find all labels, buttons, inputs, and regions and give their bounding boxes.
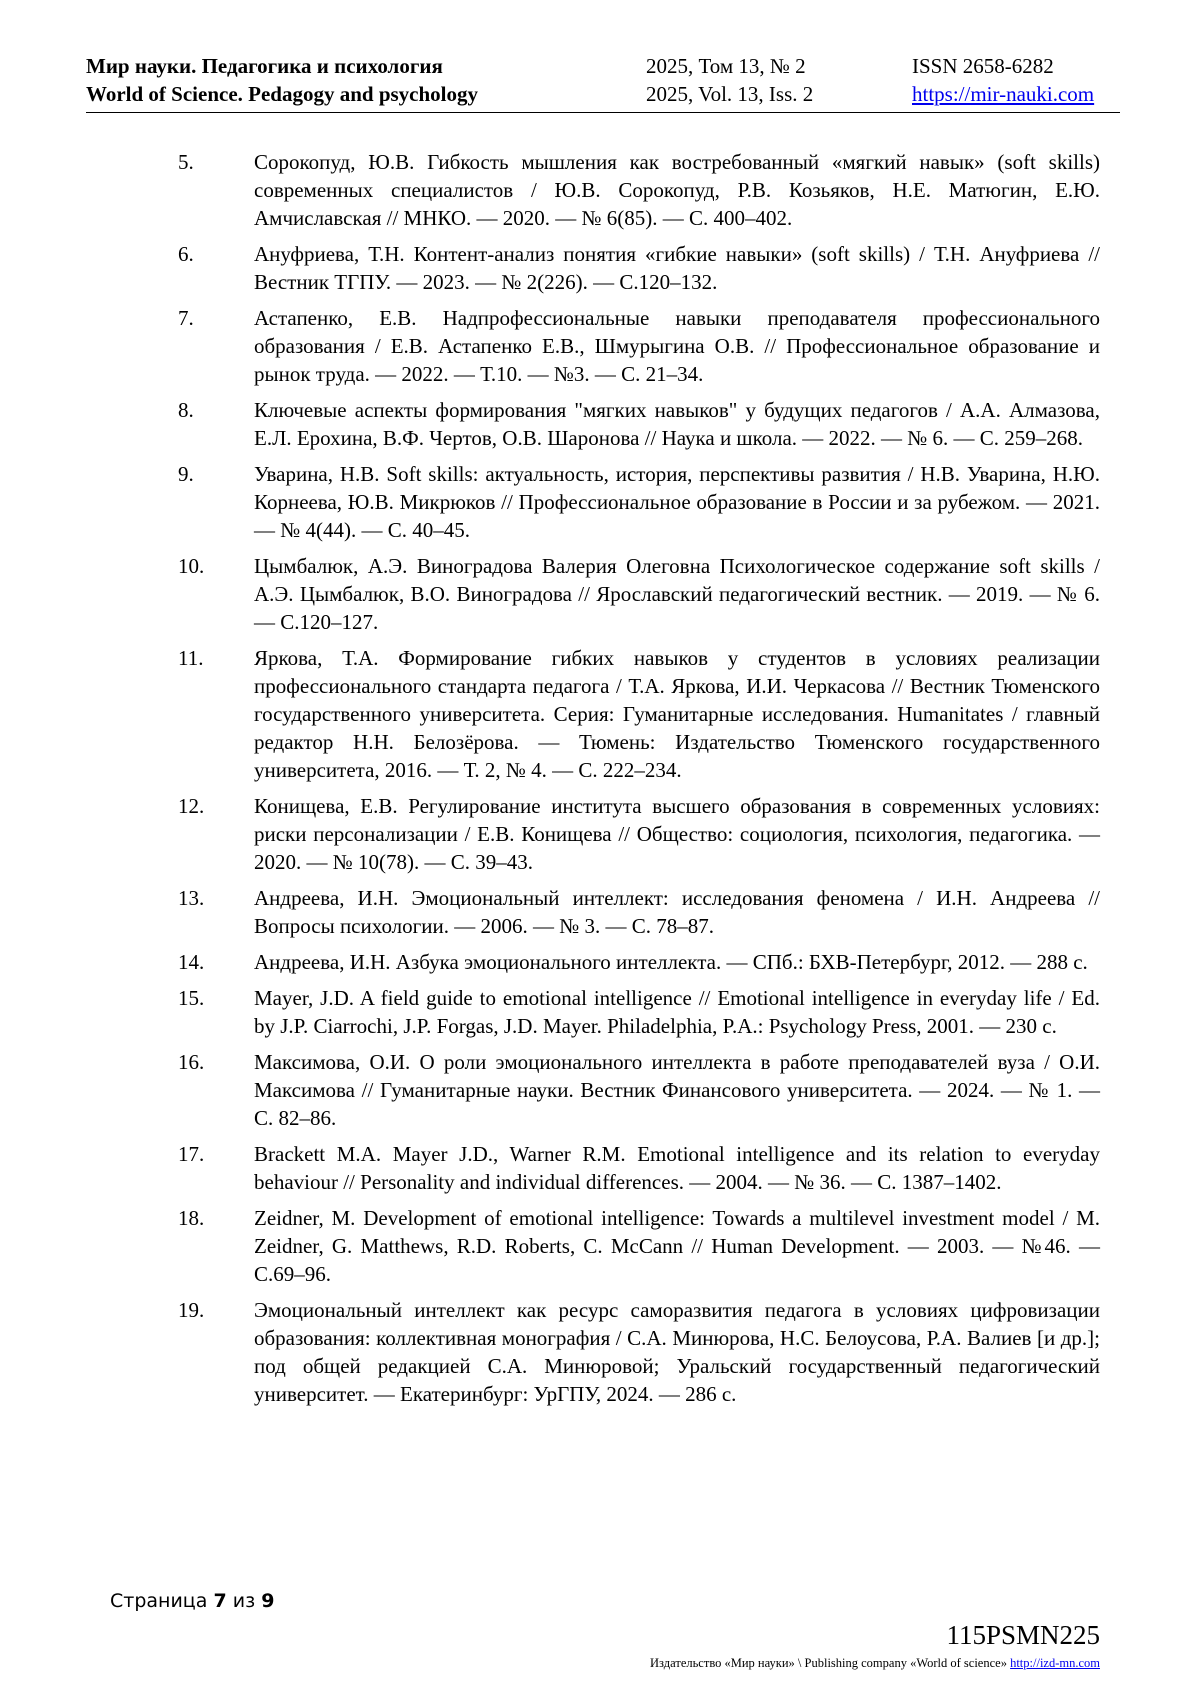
article-code: 115PSMN225 bbox=[946, 1620, 1100, 1650]
reference-number: 15. bbox=[178, 986, 205, 1010]
reference-number: 14. bbox=[178, 950, 205, 974]
issn-block bbox=[912, 52, 1094, 108]
reference-text: Brackett M.A. Mayer J.D., Warner R.M. Emotional intelligence and its relation to everyday behaviour // Personality and individual differences. — 2004. — № 36. — С. 1387–1402. bbox=[254, 1142, 1100, 1194]
issue-ru: 2025, Том 13, № 2 bbox=[646, 54, 806, 78]
reference-number: 9. bbox=[178, 462, 194, 486]
reference-item bbox=[178, 552, 1100, 636]
reference-text: Астапенко, Е.В. Надпрофессиональные навыки преподавателя профессионального образования / Е.В. Астапенко Е.В., Шмурыгина О.В. // Профессиональное образование и рынок труда. — 2022. — Т.10. — №3. — С. 21–34. bbox=[254, 306, 1100, 386]
page-of: из bbox=[232, 1590, 256, 1612]
reference-number: 18. bbox=[178, 1206, 205, 1230]
reference-item bbox=[178, 240, 1100, 296]
journal-url-link[interactable]: https://mir-nauki.com bbox=[912, 82, 1095, 106]
reference-number: 13. bbox=[178, 886, 205, 910]
issn: ISSN 2658-6282 bbox=[912, 54, 1054, 78]
reference-text: Цымбалюк, А.Э. Виноградова Валерия Олеговна Психологическое содержание soft skills / А.Э. Цымбалюк, В.О. Виноградова // Ярославский педагогический вестник. — 2019. — № 6. — С.120–127. bbox=[254, 554, 1100, 634]
reference-item bbox=[178, 1204, 1100, 1288]
reference-number: 11. bbox=[178, 646, 204, 670]
page-current: 7 bbox=[213, 1590, 227, 1612]
reference-item bbox=[178, 884, 1100, 940]
reference-item bbox=[178, 148, 1100, 232]
reference-text: Конищева, Е.В. Регулирование института высшего образования в современных условиях: риски персонализации / Е.В. Конищева // Общество: социология, психология, педагогика. — 2020. — № 10(78). — С. 39–43. bbox=[254, 794, 1100, 874]
reference-number: 12. bbox=[178, 794, 205, 818]
publisher-link[interactable]: http://izd-mn.com bbox=[1010, 1656, 1100, 1670]
reference-item bbox=[178, 792, 1100, 876]
reference-text: Андреева, И.Н. Эмоциональный интеллект: исследования феномена / И.Н. Андреева // Вопросы психологии. — 2006. — № 3. — С. 78–87. bbox=[254, 886, 1100, 938]
publisher-line bbox=[650, 1655, 1100, 1671]
reference-list bbox=[178, 148, 1100, 1416]
page-counter bbox=[110, 1589, 274, 1613]
reference-text: Ключевые аспекты формирования "мягких навыков" у будущих педагогов / А.А. Алмазова, Е.Л. Ерохина, В.Ф. Чертов, О.В. Шаронова // Наука и школа. — 2022. — № 6. — С. 259–268. bbox=[254, 398, 1100, 450]
reference-number: 10. bbox=[178, 554, 205, 578]
reference-text: Mayer, J.D. A field guide to emotional intelligence // Emotional intelligence in everyday life / Ed. by J.P. Ciarrochi, J.P. Forgas, J.D. Mayer. Philadelphia, P.A.: Psychology Press, 2001. — 230 с. bbox=[254, 986, 1100, 1038]
reference-item bbox=[178, 1140, 1100, 1196]
reference-item bbox=[178, 948, 1100, 976]
reference-item bbox=[178, 1296, 1100, 1408]
reference-text: Уварина, Н.В. Soft skills: актуальность, история, перспективы развития / Н.В. Уварина, Н.Ю. Корнеева, Ю.В. Микрюков // Профессиональное образование в России и за рубежом. — 2021. — № 4(44). — С. 40–45. bbox=[254, 462, 1100, 542]
reference-text: Сорокопуд, Ю.В. Гибкость мышления как востребованный «мягкий навык» (soft skills) современных специалистов / Ю.В. Сорокопуд, Р.В. Козьяков, Н.Е. Матюгин, Е.Ю. Амчиславская // МНКО. — 2020. — № 6(85). — С. 400–402. bbox=[254, 150, 1100, 230]
reference-text: Андреева, И.Н. Азбука эмоционального интеллекта. — СПб.: БХВ-Петербург, 2012. — 288 с. bbox=[254, 950, 1088, 974]
reference-number: 8. bbox=[178, 398, 194, 422]
reference-number: 19. bbox=[178, 1298, 205, 1322]
reference-item bbox=[178, 396, 1100, 452]
reference-number: 7. bbox=[178, 306, 194, 330]
journal-title-ru: Мир науки. Педагогика и психология bbox=[86, 54, 443, 78]
reference-item bbox=[178, 984, 1100, 1040]
publisher-text: Издательство «Мир науки» \ Publishing company «World of science» bbox=[650, 1656, 1007, 1670]
reference-text: Максимова, О.И. О роли эмоционального интеллекта в работе преподавателей вуза / О.И. Максимова // Гуманитарные науки. Вестник Финансового университета. — 2024. — № 1. — С. 82–86. bbox=[254, 1050, 1100, 1130]
journal-title-block bbox=[86, 52, 478, 108]
reference-number: 17. bbox=[178, 1142, 205, 1166]
reference-item bbox=[178, 460, 1100, 544]
reference-text: Zeidner, M. Development of emotional intelligence: Towards a multilevel investment model / M. Zeidner, G. Matthews, R.D. Roberts, C. McCann // Human Development. — 2003. — №46. — С.69–96. bbox=[254, 1206, 1100, 1286]
reference-item bbox=[178, 1048, 1100, 1132]
reference-text: Эмоциональный интеллект как ресурс саморазвития педагога в условиях цифровизации образования: коллективная монография / С.А. Минюрова, Н.С. Белоусова, Р.А. Валиев [и др.]; под общей редакцией С.А. Минюровой; Уральский государственный педагогический университет. — Екатеринбург: УрГПУ, 2024. — 286 с. bbox=[254, 1298, 1100, 1406]
page-header bbox=[86, 52, 1120, 113]
issue-en: 2025, Vol. 13, Iss. 2 bbox=[646, 82, 814, 106]
reference-item bbox=[178, 304, 1100, 388]
reference-number: 16. bbox=[178, 1050, 205, 1074]
page-total: 9 bbox=[261, 1590, 275, 1612]
reference-number: 6. bbox=[178, 242, 194, 266]
page-label: Страница bbox=[110, 1590, 208, 1612]
reference-text: Ануфриева, Т.Н. Контент-анализ понятия «гибкие навыки» (soft skills) / Т.Н. Ануфриева // Вестник ТГПУ. — 2023. — № 2(226). — С.120–132. bbox=[254, 242, 1100, 294]
issue-info-block bbox=[646, 52, 813, 108]
reference-text: Яркова, Т.А. Формирование гибких навыков у студентов в условиях реализации профессионального стандарта педагога / Т.А. Яркова, И.И. Черкасова // Вестник Тюменского государственного университета. Серия: Гуманитарные исследования. Humanitates / главный редактор Н.Н. Белозёрова. — Тюмень: Издательство Тюменского государственного университета, 2016. — Т. 2, № 4. — С. 222–234. bbox=[254, 646, 1100, 782]
journal-title-en: World of Science. Pedagogy and psychology bbox=[86, 82, 479, 106]
reference-item bbox=[178, 644, 1100, 784]
reference-number: 5. bbox=[178, 150, 194, 174]
